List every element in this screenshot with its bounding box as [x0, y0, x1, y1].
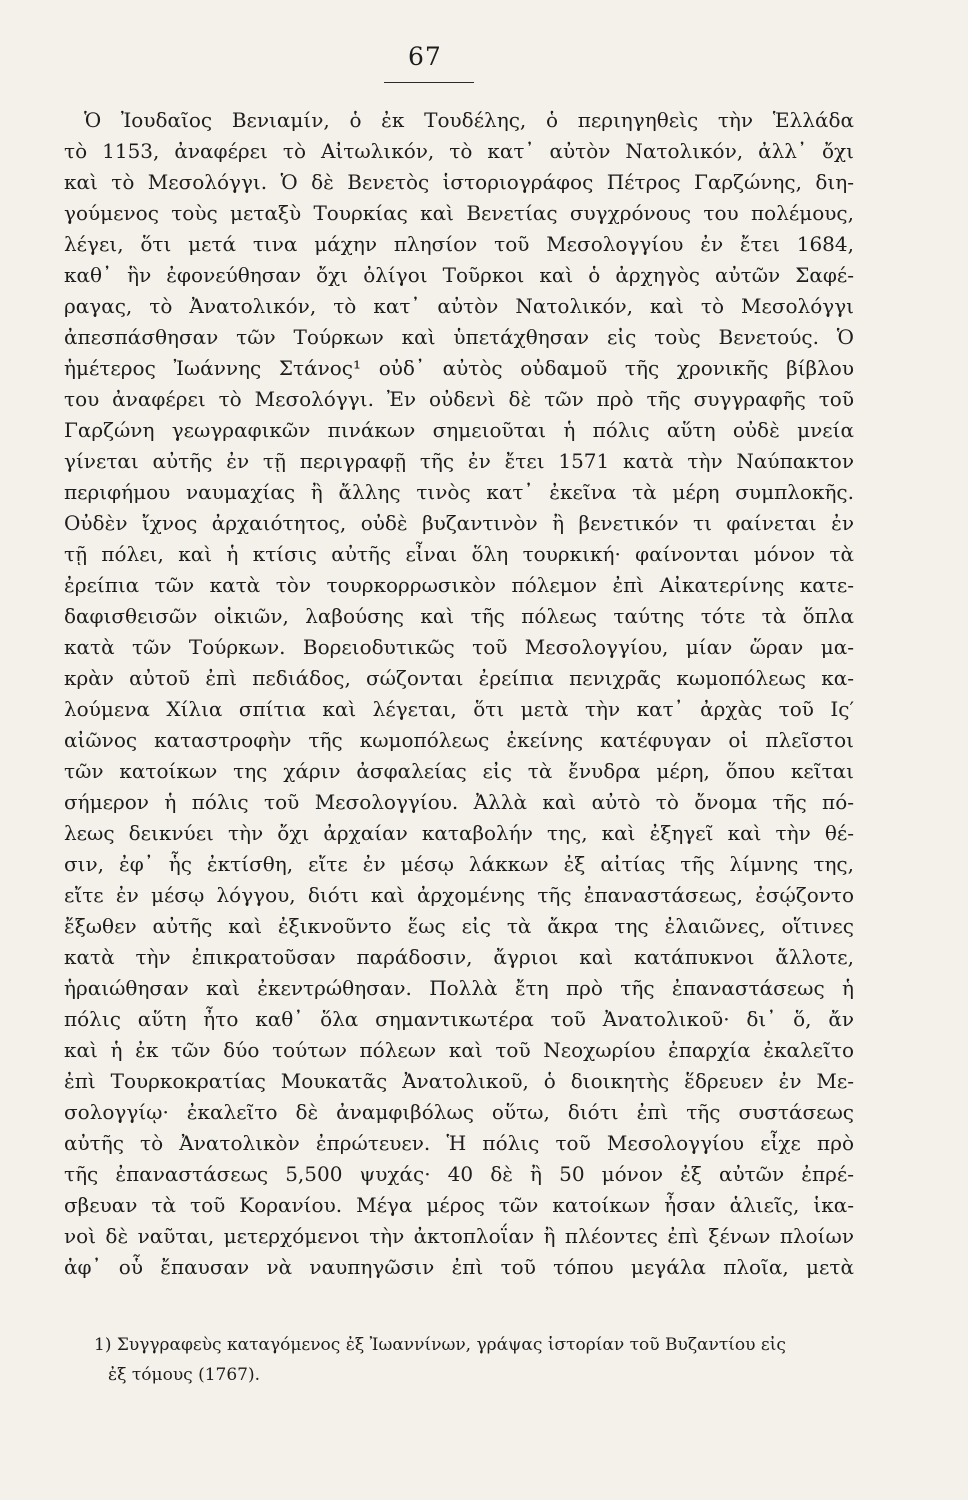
text-line: σήμερον ἡ πόλις τοῦ Μεσολογγίου. Ἀλλὰ καὶ αὐτὸ τὸ ὄνομα τῆς πό- — [64, 790, 854, 814]
text-line: σολογγίῳ· ἐκαλεῖτο δὲ ἀναμφιβόλως οὕτω, διότι ἐπὶ τῆς συστάσεως — [64, 1100, 854, 1124]
text-line: εἴτε ἐν μέσῳ λόγγου, διότι καὶ ἀρχομένης τῆς ἐπαναστάσεως, ἐσῴζοντο — [64, 883, 854, 907]
text-line: ραγας, τὸ Ἀνατολικόν, τὸ κατ᾽ αὐτὸν Νατολικόν, καὶ τὸ Μεσολόγγι — [64, 294, 854, 318]
text-line: ἡραιώθησαν καὶ ἐκεντρώθησαν. Πολλὰ ἔτη πρὸ τῆς ἐπαναστάσεως ἡ — [64, 976, 854, 1000]
text-line: ἀφ᾽ οὗ ἔπαυσαν νὰ ναυπηγῶσιν ἐπὶ τοῦ τόπου μεγάλα πλοῖα, μετὰ — [64, 1255, 854, 1279]
text-line: γούμενος τοὺς μεταξὺ Τουρκίας καὶ Βενετίας συγχρόνους του πολέμους, — [64, 201, 854, 225]
text-line: νοὶ δὲ ναῦται, μετερχόμενοι τὴν ἀκτοπλοΐαν ἢ πλέοντες ἐπὶ ξένων πλοίων — [64, 1224, 854, 1248]
text-line: Οὐδὲν ἴχνος ἀρχαιότητος, οὐδὲ βυζαντινὸν ἢ βενετικόν τι φαίνεται ἐν — [64, 511, 854, 535]
text-line: δαφισθεισῶν οἰκιῶν, λαβούσης καὶ τῆς πόλεως ταύτης τότε τὰ ὅπλα — [64, 604, 854, 628]
text-line: κατὰ τῶν Τούρκων. Βορειοδυτικῶς τοῦ Μεσολογγίου, μίαν ὥραν μα- — [64, 635, 854, 659]
body-text — [64, 105, 854, 1283]
text-line: καθ᾽ ἣν ἐφονεύθησαν ὄχι ὀλίγοι Τοῦρκοι καὶ ὁ ἀρχηγὸς αὐτῶν Σαφέ- — [64, 263, 854, 287]
text-line: Γαρζώνη γεωγραφικῶν πινάκων σημειοῦται ἡ πόλις αὕτη οὐδὲ μνεία — [64, 418, 854, 442]
text-line: τῇ πόλει, καὶ ἡ κτίσις αὐτῆς εἶναι ὅλη τουρκική· φαίνονται μόνον τὰ — [64, 542, 854, 566]
text-line: τῆς ἐπαναστάσεως 5,500 ψυχάς· 40 δὲ ἢ 50 μόνον ἐξ αὐτῶν ἐπρέ- — [64, 1162, 854, 1186]
footnote-line: ἐξ τόμους (1767). — [108, 1365, 261, 1385]
text-line: σιν, ἐφ᾽ ἧς ἐκτίσθη, εἴτε ἐν μέσῳ λάκκων ἐξ αἰτίας τῆς λίμνης της, — [64, 852, 854, 876]
text-line: καὶ ἡ ἐκ τῶν δύο τούτων πόλεων καὶ τοῦ Νεοχωρίου ἐπαρχία ἐκαλεῖτο — [64, 1038, 854, 1062]
text-line: ἐρείπια τῶν κατὰ τὸν τουρκορρωσικὸν πόλεμον ἐπὶ Αἰκατερίνης κατε- — [64, 573, 854, 597]
footnotes — [94, 1330, 854, 1390]
text-line: σβευαν τὰ τοῦ Κορανίου. Μέγα μέρος τῶν κατοίκων ἦσαν ἁλιεῖς, ἱκα- — [64, 1193, 854, 1217]
text-line: ἐπὶ Τουρκοκρατίας Μουκατᾶς Ἀνατολικοῦ, ὁ διοικητὴς ἕδρευεν ἐν Με- — [64, 1069, 854, 1093]
text-line: καὶ τὸ Μεσολόγγι. Ὁ δὲ Βενετὸς ἱστοριογράφος Πέτρος Γαρζώνης, διη- — [64, 170, 854, 194]
text-line: κρὰν αὐτοῦ ἐπὶ πεδιάδος, σώζονται ἐρείπια πενιχρᾶς κωμοπόλεως κα- — [64, 666, 854, 690]
text-line: τὸ 1153, ἀναφέρει τὸ Αἰτωλικόν, τὸ κατ᾽ αὐτὸν Νατολικόν, ἀλλ᾽ ὄχι — [64, 139, 854, 163]
header-rule — [384, 82, 474, 83]
footnote-line: 1) Συγγραφεὺς καταγόμενος ἐξ Ἰωαννίνων, γράψας ἱστορίαν τοῦ Βυζαντίου εἰς — [94, 1335, 786, 1355]
text-line: αἰῶνος καταστροφὴν τῆς κωμοπόλεως ἐκείνης κατέφυγαν οἱ πλεῖστοι — [64, 728, 854, 752]
text-line: γίνεται αὐτῆς ἐν τῇ περιγραφῇ τῆς ἐν ἔτει 1571 κατὰ τὴν Ναύπακτον — [64, 449, 854, 473]
text-line: λέγει, ὅτι μετά τινα μάχην πλησίον τοῦ Μεσολογγίου ἐν ἔτει 1684, — [64, 232, 854, 256]
text-line: ἔξωθεν αὐτῆς καὶ ἐξικνοῦντο ἕως εἰς τὰ ἄκρα της ἐλαιῶνες, οἵτινες — [64, 914, 854, 938]
text-line: ἀπεσπάσθησαν τῶν Τούρκων καὶ ὑπετάχθησαν εἰς τοὺς Βενετούς. Ὁ — [64, 325, 854, 349]
text-line: του ἀναφέρει τὸ Μεσολόγγι. Ἐν οὐδενὶ δὲ τῶν πρὸ τῆς συγγραφῆς τοῦ — [64, 387, 854, 411]
text-line: περιφήμου ναυμαχίας ἢ ἄλλης τινὸς κατ᾽ ἐκεῖνα τὰ μέρη συμπλοκῆς. — [64, 480, 854, 504]
text-line: λούμενα Χίλια σπίτια καὶ λέγεται, ὅτι μετὰ τὴν κατ᾽ ἀρχὰς τοῦ Ις′ — [64, 697, 854, 721]
text-line: πόλις αὕτη ἦτο καθ᾽ ὅλα σημαντικωτέρα τοῦ Ἀνατολικοῦ· δι᾽ ὅ, ἄν — [64, 1007, 854, 1031]
text-line: αὐτῆς τὸ Ἀνατολικὸν ἐπρώτευεν. Ἡ πόλις τοῦ Μεσολογγίου εἶχε πρὸ — [64, 1131, 854, 1155]
page-number: 67 — [408, 42, 442, 71]
text-line: κατὰ τὴν ἐπικρατοῦσαν παράδοσιν, ἄγριοι καὶ κατάπυκνοι ἄλλοτε, — [64, 945, 854, 969]
text-line: λεως δεικνύει τὴν ὄχι ἀρχαίαν καταβολήν της, καὶ ἐξηγεῖ καὶ τὴν θέ- — [64, 821, 854, 845]
text-line: τῶν κατοίκων της χάριν ἀσφαλείας εἰς τὰ ἔνυδρα μέρη, ὅπου κεῖται — [64, 759, 854, 783]
text-line: Ὁ Ἰουδαῖος Βενιαμίν, ὁ ἐκ Τουδέλης, ὁ περιηγηθεὶς τὴν Ἑλλάδα — [84, 108, 854, 132]
text-line: ἡμέτερος Ἰωάννης Στάνος¹ οὐδ᾽ αὐτὸς οὐδαμοῦ τῆς χρονικῆς βίβλου — [64, 356, 854, 380]
